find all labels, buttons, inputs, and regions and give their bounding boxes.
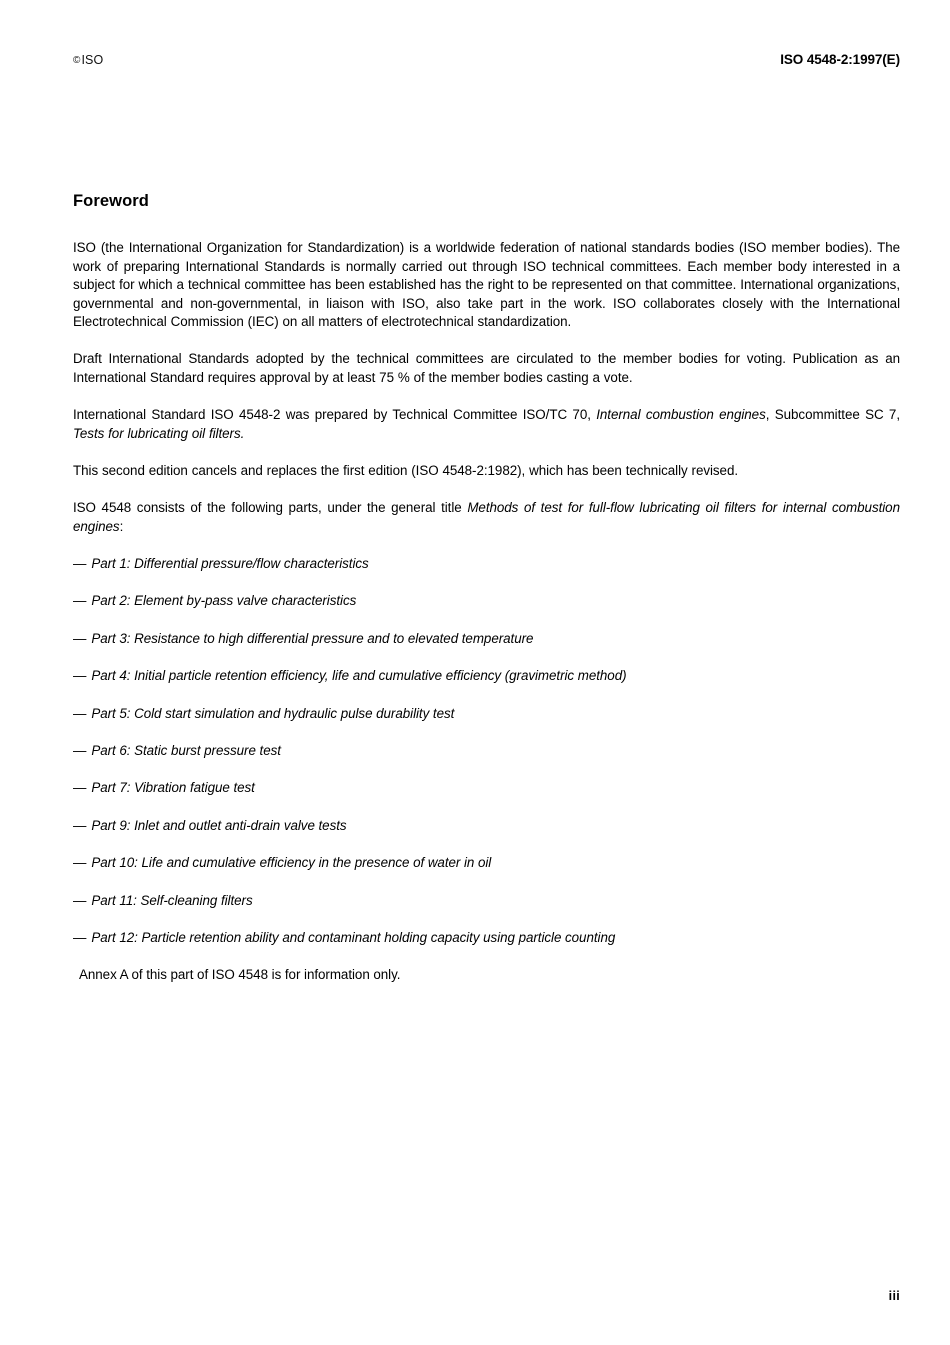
list-item <box>73 667 900 686</box>
list-item-label: Part 6: Static burst pressure test <box>91 743 281 759</box>
em-dash-bullet-icon: — <box>73 855 87 871</box>
organization-label: ISO <box>81 53 104 67</box>
list-item <box>73 854 900 873</box>
list-item-label: Part 3: Resistance to high differential pressure and to elevated temperature <box>91 630 534 646</box>
em-dash-bullet-icon: — <box>73 743 87 759</box>
standard-reference: ISO 4548-2:1997(E) <box>780 52 900 67</box>
list-item-label: Part 4: Initial particle retention efficiency, life and cumulative efficiency (gravimetric method) <box>91 668 627 684</box>
committee-middle-text: , Subcommittee SC 7, <box>765 407 900 423</box>
list-item-label: Part 1: Differential pressure/flow characteristics <box>91 556 369 572</box>
page-title: Foreword <box>73 192 149 210</box>
em-dash-bullet-icon: — <box>73 630 87 646</box>
list-item <box>73 929 900 948</box>
em-dash-bullet-icon: — <box>73 817 87 833</box>
committee-title-italic: Internal combustion engines <box>596 407 766 423</box>
edition-paragraph: This second edition cancels and replaces the first edition (ISO 4548-2:1982), which has been technically revised. <box>73 462 739 478</box>
parts-intro-lead-text: ISO 4548 consists of the following parts, under the general title <box>73 499 468 515</box>
list-item <box>73 705 900 724</box>
committee-paragraph <box>73 406 900 443</box>
running-head <box>73 52 900 72</box>
parts-intro-tail-text: : <box>119 518 124 534</box>
committee-lead-text: International Standard ISO 4548-2 was prepared by Technical Committee ISO/TC 70, <box>73 407 597 423</box>
em-dash-bullet-icon: — <box>73 930 87 945</box>
annex-note: Annex A of this part of ISO 4548 is for information only. <box>79 967 401 983</box>
list-item <box>73 817 900 836</box>
copyright-line <box>73 53 103 67</box>
em-dash-bullet-icon: — <box>73 705 87 721</box>
list-item-label: Part 11: Self-cleaning filters <box>91 892 253 908</box>
list-item <box>73 555 900 574</box>
parts-list <box>73 555 900 948</box>
foreword-content <box>73 192 900 985</box>
list-item <box>73 742 900 761</box>
foreword-paragraph-2: Draft International Standards adopted by the technical committees are circulated to the member bodies for voting. Publication as an International Standard requires approval by at least 75 % of the member bodies casting a vote. <box>73 351 900 386</box>
list-item <box>73 779 900 798</box>
list-item-label: Part 10: Life and cumulative efficiency in the presence of water in oil <box>91 855 492 871</box>
list-item <box>73 592 900 611</box>
em-dash-bullet-icon: — <box>73 780 87 796</box>
general-title-italic: Methods of test for full-flow lubricating oil filters for internal combustion engines <box>73 499 900 534</box>
em-dash-bullet-icon: — <box>73 593 87 609</box>
list-item-label: Part 12: Particle retention ability and contaminant holding capacity using particle counting <box>91 930 616 945</box>
foreword-paragraph-1: ISO (the International Organization for Standardization) is a worldwide federation of national standards bodies (ISO member bodies). The work of preparing International Standards is normally carried out through ISO technical committees. Each member body interested in a subject for which a technical committee has been established has the right to be represented on that committee. International organizations, governmental and non-governmental, in liaison with ISO, also take part in the work. ISO collaborates closely with the International Electrotechnical Commission (IEC) on all matters of electrotechnical standardization. <box>73 239 900 330</box>
list-item <box>73 630 900 649</box>
list-item-label: Part 7: Vibration fatigue test <box>91 780 255 796</box>
list-item-label: Part 5: Cold start simulation and hydraulic pulse durability test <box>91 705 455 721</box>
copyright-icon: © <box>73 55 81 66</box>
em-dash-bullet-icon: — <box>73 556 87 572</box>
em-dash-bullet-icon: — <box>73 892 87 908</box>
page-number: iii <box>888 1289 900 1303</box>
em-dash-bullet-icon: — <box>73 668 87 684</box>
subcommittee-title-italic: Tests for lubricating oil filters. <box>73 425 245 441</box>
list-item <box>73 892 900 911</box>
parts-intro-paragraph <box>73 499 900 536</box>
list-item-label: Part 2: Element by-pass valve characteristics <box>91 593 357 609</box>
list-item-label: Part 9: Inlet and outlet anti-drain valve tests <box>91 817 347 833</box>
